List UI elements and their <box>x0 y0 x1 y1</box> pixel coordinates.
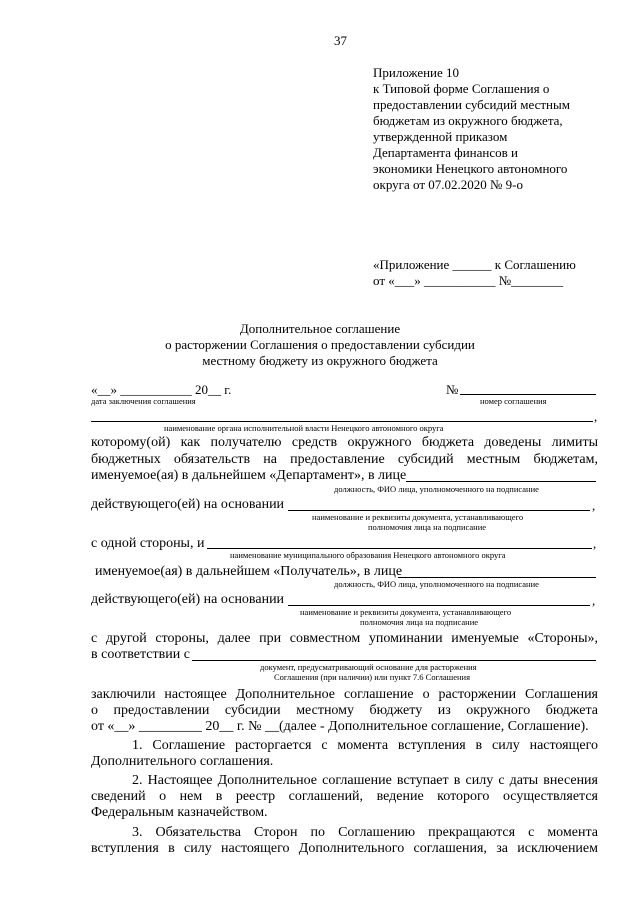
document-caption: полномочия лица на подписание <box>360 617 479 627</box>
page-number: 37 <box>334 33 347 48</box>
agreement-date-field: «__» ___________ 20__ г. <box>91 382 232 397</box>
item-2-line: сведений о нем в реестр соглашений, ведение которого осуществляется <box>91 789 598 804</box>
comma: , <box>593 536 597 551</box>
form-reference-line: «Приложение ______ к Соглашению <box>373 257 576 272</box>
document-caption: полномочия лица на подписание <box>368 522 487 532</box>
basis-caption: документ, предусматривающий основание для расторжения <box>260 662 477 672</box>
body-line: с одной стороны, и <box>91 536 205 551</box>
body-line: действующего(ей) на основании <box>91 592 285 607</box>
body-line: именуемое(ая) в дальнейшем «Получатель», в лице <box>95 564 403 579</box>
document-subtitle: местному бюджету из окружного бюджета <box>202 353 438 368</box>
termination-basis-line <box>192 660 596 661</box>
item-1-line: Дополнительного соглашения. <box>91 754 274 769</box>
appendix-line: Приложение 10 <box>373 65 460 80</box>
agreement-number-label: № <box>446 382 459 397</box>
appendix-line: к Типовой форме Соглашения о <box>373 81 550 96</box>
agreement-number-line <box>460 394 596 395</box>
body-line: о предоставлении субсидии местному бюджету из окружного бюджета <box>91 703 598 718</box>
item-1-line: 1. Соглашение расторгается с момента вступления в силу настоящего <box>132 738 598 753</box>
number-caption: номер соглашения <box>480 396 547 406</box>
body-line: действующего(ей) на основании <box>91 497 285 512</box>
position-caption: должность, ФИО лица, уполномоченного на подписание <box>334 579 539 589</box>
item-3-line: 3. Обязательства Сторон по Соглашению прекращаются с момента <box>132 825 598 840</box>
form-reference-line: от «___» ___________ №________ <box>373 273 564 288</box>
appendix-line: экономики Ненецкого автономного <box>373 161 568 176</box>
comma: , <box>592 498 596 513</box>
document-title: Дополнительное соглашение <box>239 321 401 336</box>
document-caption: наименование и реквизиты документа, устанавливающего <box>300 607 512 617</box>
body-line: бюджетных обязательств на предоставление субсидий местным бюджетам, <box>91 452 598 467</box>
authority-line <box>91 421 593 422</box>
body-line: с другой стороны, далее при совместном упоминании именуемые «Стороны», <box>91 631 598 646</box>
municipality-caption: наименование муниципального образования Ненецкого автономного округа <box>230 550 506 560</box>
authority-caption: наименование органа исполнительной власти Ненецкого автономного округа <box>164 423 444 433</box>
comma: , <box>592 593 596 608</box>
document-caption: наименование и реквизиты документа, устанавливающего <box>312 512 524 522</box>
item-2-line: Федеральным казначейством. <box>91 805 268 820</box>
document-subtitle: о расторжении Соглашения о предоставлении субсидии <box>165 337 475 352</box>
basis-document-line <box>288 605 590 606</box>
position-line <box>398 577 596 578</box>
basis-document-line <box>288 510 590 511</box>
body-line: именуемое(ая) в дальнейшем «Департамент», в лице <box>91 468 407 483</box>
position-line <box>406 481 596 482</box>
comma: , <box>594 409 598 424</box>
position-caption: должность, ФИО лица, уполномоченного на подписание <box>334 484 539 494</box>
appendix-line: Департамента финансов и <box>373 145 518 160</box>
basis-caption: Соглашения (при наличии) или пункт 7.6 Соглашения <box>274 672 470 682</box>
municipality-line <box>207 548 592 549</box>
item-2-line: 2. Настоящее Дополнительное соглашение вступает в силу с даты внесения <box>132 773 598 788</box>
body-line: от «__» _________ 20__ г. № __(далее - Дополнительное соглашение, Соглашение). <box>91 719 589 734</box>
date-caption: дата заключения соглашения <box>91 396 196 406</box>
appendix-line: округа от 07.02.2020 № 9-о <box>373 177 523 192</box>
appendix-line: предоставлении субсидий местным <box>373 97 570 112</box>
item-3-line: вступления в силу настоящего Дополнительного соглашения, за исключением <box>91 841 598 856</box>
body-line: заключили настоящее Дополнительное соглашение о расторжении Соглашения <box>91 687 598 702</box>
body-line: в соответствии с <box>91 647 190 662</box>
appendix-line: бюджетам из окружного бюджета, <box>373 113 563 128</box>
body-line: которому(ой) как получателю средств окружного бюджета доведены лимиты <box>91 435 598 450</box>
appendix-line: утвержденной приказом <box>373 129 508 144</box>
